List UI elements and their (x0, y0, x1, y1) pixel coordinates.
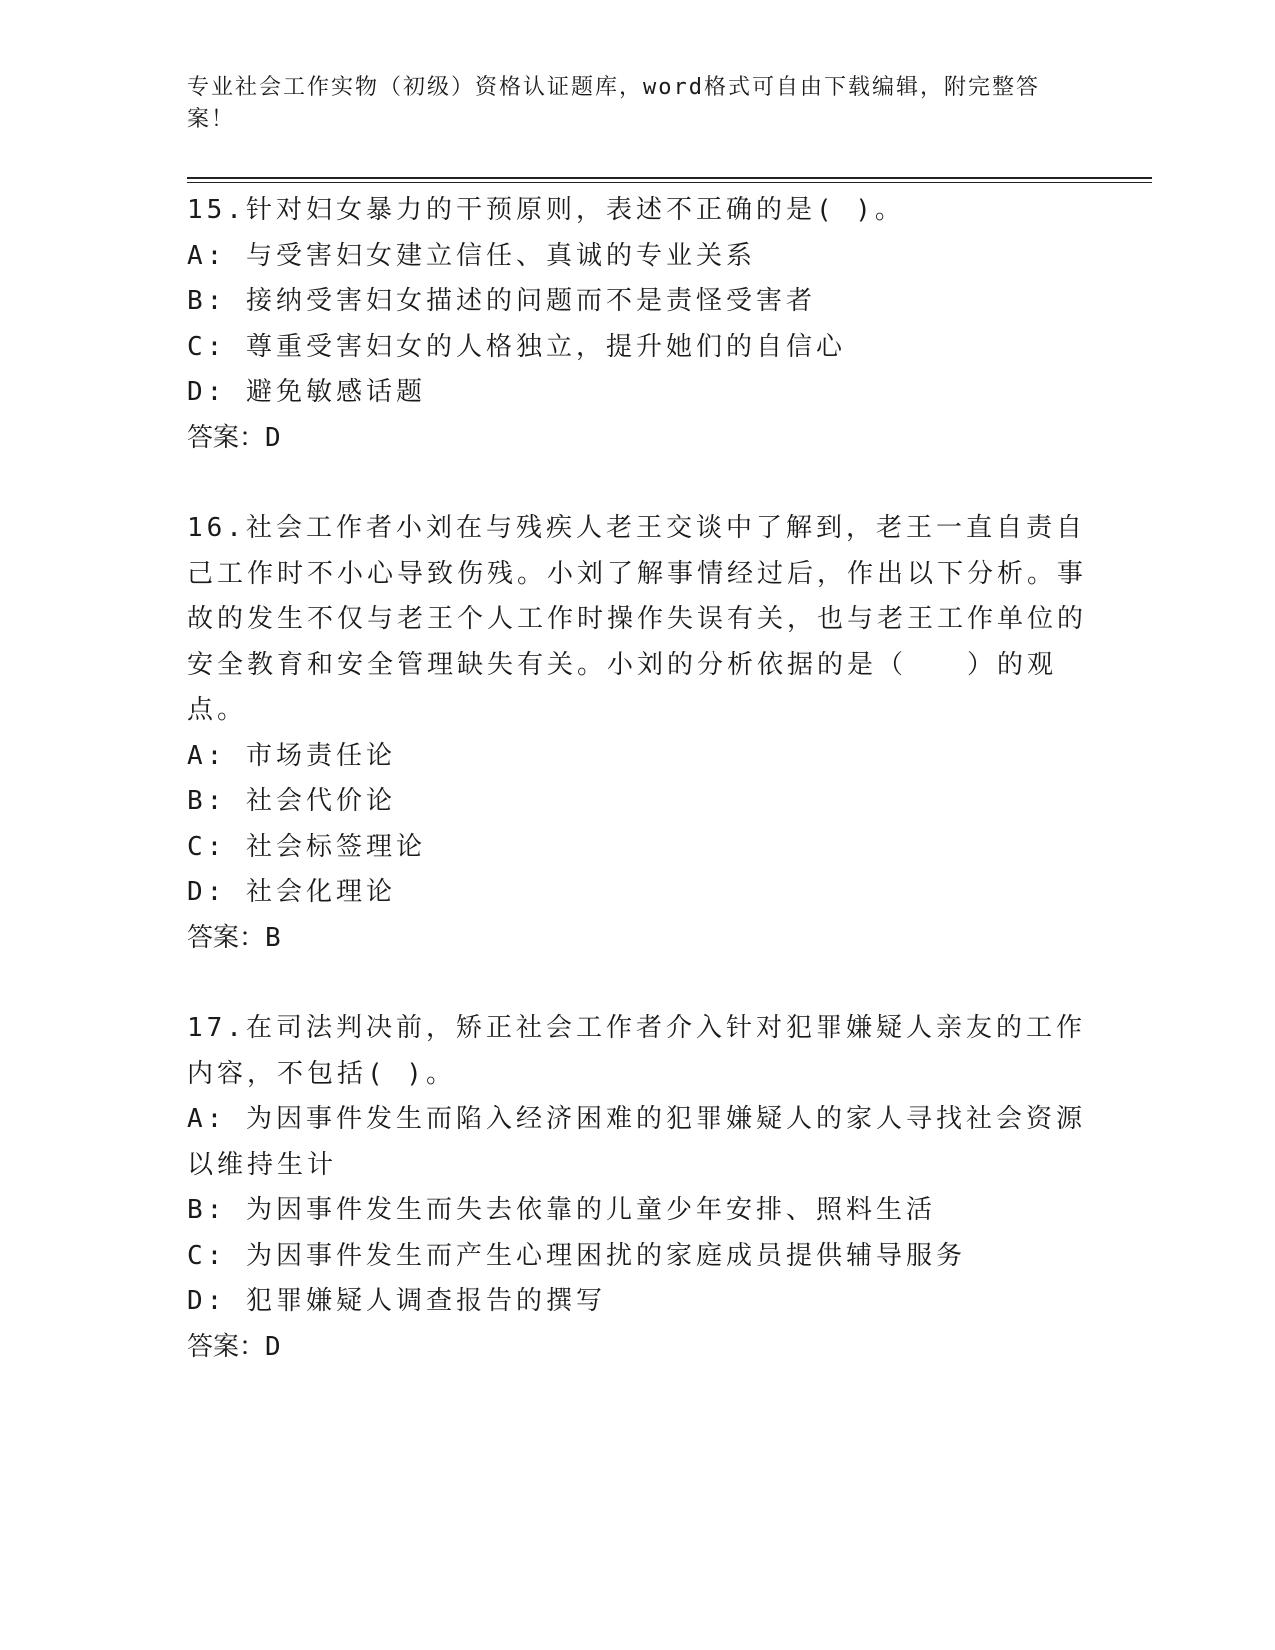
option-d: D: 避免敏感话题 (187, 377, 426, 407)
option-a: A: 为因事件发生而陷入经济困难的犯罪嫌疑人的家人寻找社会资源以维持生计 (187, 1104, 1086, 1180)
option-d: D: 犯罪嫌疑人调查报告的撰写 (187, 1286, 606, 1316)
header-divider-thin (187, 182, 1152, 183)
question-17 (187, 1006, 1087, 1370)
question-list (187, 188, 1087, 1415)
answer-line (187, 1325, 1087, 1371)
question-stem: 17.在司法判决前，矫正社会工作者介入针对犯罪嫌疑人亲友的工作内容，不包括( )。 (187, 1013, 1086, 1089)
answer-value: D (265, 422, 281, 453)
option-b: B: 接纳受害妇女描述的问题而不是责怪受害者 (187, 286, 816, 316)
question-stem: 16.社会工作者小刘在与残疾人老王交谈中了解到，老王一直自责自己工作时不小心导致伤残。小刘了解事情经过后，作出以下分析。事故的发生不仅与老王个人工作时操作失误有关，也与老王工作单位的安全教育和安全管理缺失有关。小刘的分析依据的是（ ）的观点。 (187, 513, 1088, 725)
option-c: C: 社会标签理论 (187, 831, 426, 862)
question-16 (187, 506, 1087, 961)
answer-value: B (265, 922, 281, 953)
option-b: B: 社会代价论 (187, 786, 396, 816)
answer-label: 答案： (187, 1331, 266, 1362)
answer-value: D (265, 1331, 281, 1362)
answer-line (187, 916, 1087, 962)
question-stem: 15.针对妇女暴力的干预原则，表述不正确的是( )。 (187, 195, 905, 225)
answer-label: 答案： (187, 922, 266, 953)
option-c: C: 尊重受害妇女的人格独立，提升她们的自信心 (187, 331, 846, 362)
option-a: A: 与受害妇女建立信任、真诚的专业关系 (187, 240, 756, 271)
option-d: D: 社会化理论 (187, 877, 396, 907)
option-a: A: 市场责任论 (187, 740, 396, 771)
option-b: B: 为因事件发生而失去依靠的儿童少年安排、照料生活 (187, 1195, 936, 1225)
page-header: 专业社会工作实物（初级）资格认证题库，word格式可自由下载编辑，附完整答案！ (187, 75, 1040, 132)
option-c: C: 为因事件发生而产生心理困扰的家庭成员提供辅导服务 (187, 1240, 966, 1271)
answer-line (187, 416, 1087, 462)
question-15 (187, 188, 1087, 461)
answer-label: 答案： (187, 422, 266, 453)
header-divider-thick (187, 177, 1152, 179)
